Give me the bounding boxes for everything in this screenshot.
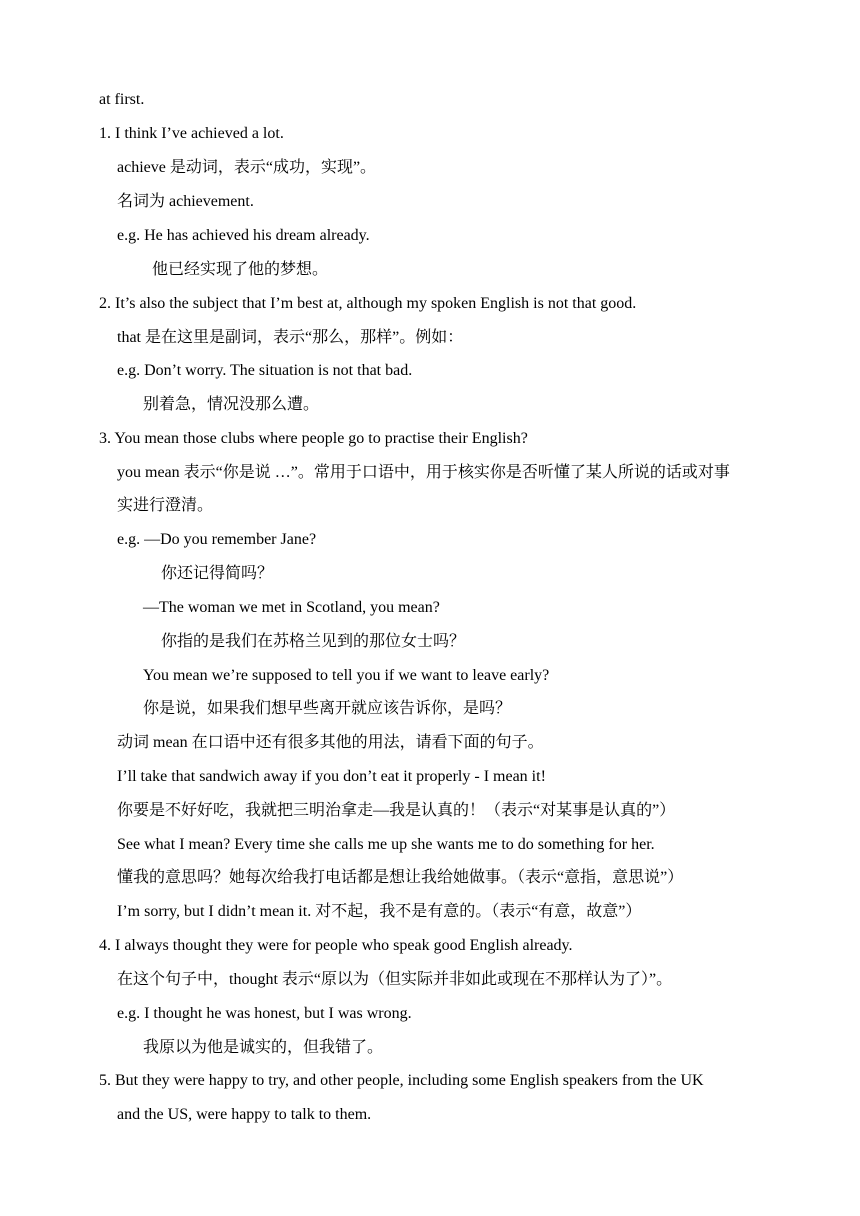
text-line: 在这个句子中，thought 表示“原以为（但实际并非如此或现在不那样认为了）”。 bbox=[117, 971, 673, 988]
example-line: e.g. Don’t worry. The situation is not that bad. bbox=[117, 362, 413, 379]
item-2-heading: 2. It’s also the subject that I’m best at, although my spoken English is not that good. bbox=[99, 295, 637, 312]
translation-line: 他已经实现了他的梦想。 bbox=[152, 261, 329, 278]
translation-line: 你要是不好好吃，我就把三明治拿走—我是认真的！（表示“对某事是认真的”） bbox=[117, 802, 676, 819]
example-line: e.g. I thought he was honest, but I was wrong. bbox=[117, 1005, 412, 1022]
translation-line: 懂我的意思吗？她每次给我打电话都是想让我给她做事。（表示“意指，意思说”） bbox=[117, 869, 684, 886]
item-5-heading: 5. But they were happy to try, and other people, including some English speakers from the UK bbox=[99, 1072, 704, 1089]
text-line: achieve 是动词，表示“成功，实现”。 bbox=[117, 159, 377, 176]
example-line: See what I mean? Every time she calls me up she wants me to do something for her. bbox=[117, 836, 655, 853]
text-line: 实进行澄清。 bbox=[117, 497, 214, 514]
item-3-heading: 3. You mean those clubs where people go to practise their English? bbox=[99, 430, 528, 447]
example-line: You mean we’re supposed to tell you if we want to leave early? bbox=[143, 667, 550, 684]
example-line: I’ll take that sandwich away if you don’t eat it properly - I mean it! bbox=[117, 768, 546, 785]
item-1-heading: 1. I think I’ve achieved a lot. bbox=[99, 125, 284, 142]
example-line: e.g. He has achieved his dream already. bbox=[117, 227, 370, 244]
example-line: —The woman we met in Scotland, you mean? bbox=[143, 599, 440, 616]
translation-line: 你指的是我们在苏格兰见到的那位女士吗？ bbox=[161, 633, 466, 650]
text-line: at first. bbox=[99, 91, 145, 108]
example-line: I’m sorry, but I didn’t mean it. 对不起，我不是有意的。（表示“有意，故意”） bbox=[117, 903, 642, 920]
translation-line: 你是说，如果我们想早些离开就应该告诉你，是吗？ bbox=[143, 700, 512, 717]
text-line: 动词 mean 在口语中还有很多其他的用法，请看下面的句子。 bbox=[117, 734, 544, 751]
translation-line: 我原以为他是诚实的，但我错了。 bbox=[143, 1039, 384, 1056]
text-line: you mean 表示“你是说 …”。常用于口语中，用于核实你是否听懂了某人所说的话或对事 bbox=[117, 464, 730, 481]
item-4-heading: 4. I always thought they were for people who speak good English already. bbox=[99, 937, 573, 954]
translation-line: 别着急，情况没那么遭。 bbox=[143, 396, 320, 413]
text-line: 名词为 achievement. bbox=[117, 193, 254, 210]
text-line: that 是在这里是副词，表示“那么，那样”。例如： bbox=[117, 329, 464, 346]
translation-line: 你还记得简吗？ bbox=[161, 565, 274, 582]
example-line: e.g. —Do you remember Jane? bbox=[117, 531, 317, 548]
text-line: and the US, were happy to talk to them. bbox=[117, 1106, 372, 1123]
